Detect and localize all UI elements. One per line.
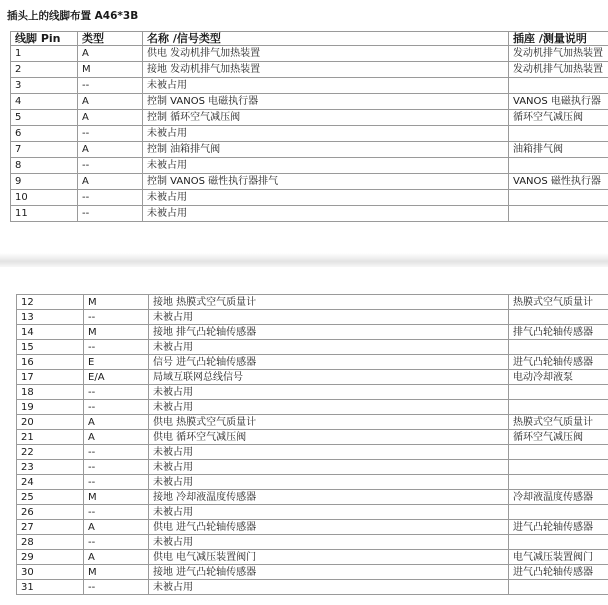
socket-cell bbox=[509, 445, 608, 460]
table-row bbox=[17, 565, 608, 580]
type-cell: -- bbox=[78, 206, 143, 222]
type-cell: M bbox=[84, 565, 149, 580]
table-row bbox=[17, 535, 608, 550]
table-row bbox=[11, 94, 608, 110]
socket-cell bbox=[509, 206, 608, 222]
name-cell: 未被占用 bbox=[143, 158, 509, 174]
socket-cell: 进气凸轮轴传感器 bbox=[509, 355, 608, 370]
type-cell: -- bbox=[84, 310, 149, 325]
pin-cell: 14 bbox=[17, 325, 84, 340]
pin-cell: 15 bbox=[17, 340, 84, 355]
table-row bbox=[17, 520, 608, 535]
type-cell: M bbox=[84, 490, 149, 505]
socket-cell bbox=[509, 310, 608, 325]
table-row bbox=[17, 340, 608, 355]
name-cell: 未被占用 bbox=[149, 580, 509, 595]
pin-cell: 12 bbox=[17, 295, 84, 310]
type-cell: M bbox=[84, 325, 149, 340]
table-row bbox=[17, 400, 608, 415]
type-cell: -- bbox=[84, 505, 149, 520]
table-row bbox=[17, 550, 608, 565]
pin-cell: 21 bbox=[17, 430, 84, 445]
pin-cell: 30 bbox=[17, 565, 84, 580]
table-row bbox=[17, 475, 608, 490]
pin-cell: 31 bbox=[17, 580, 84, 595]
name-cell: 接地 冷却液温度传感器 bbox=[149, 490, 509, 505]
name-cell: 未被占用 bbox=[149, 505, 509, 520]
table-row bbox=[11, 46, 608, 62]
table-row bbox=[11, 126, 608, 142]
table-row bbox=[11, 78, 608, 94]
type-cell: M bbox=[84, 295, 149, 310]
table-row bbox=[11, 190, 608, 206]
socket-cell: 进气凸轮轴传感器 bbox=[509, 565, 608, 580]
name-cell: 未被占用 bbox=[149, 535, 509, 550]
name-cell: 接地 进气凸轮轴传感器 bbox=[149, 565, 509, 580]
name-cell: 接地 发动机排气加热装置 bbox=[143, 62, 509, 78]
pin-cell: 8 bbox=[11, 158, 78, 174]
pin-cell: 1 bbox=[11, 46, 78, 62]
type-cell: A bbox=[78, 110, 143, 126]
pin-cell: 6 bbox=[11, 126, 78, 142]
name-cell: 接地 热膜式空气质量计 bbox=[149, 295, 509, 310]
viewport-bottom-edge bbox=[0, 599, 608, 605]
type-cell: -- bbox=[84, 400, 149, 415]
pin-cell: 23 bbox=[17, 460, 84, 475]
socket-cell: 排气凸轮轴传感器 bbox=[509, 325, 608, 340]
header-name: 名称 /信号类型 bbox=[143, 32, 509, 46]
pin-cell: 16 bbox=[17, 355, 84, 370]
name-cell: 未被占用 bbox=[149, 385, 509, 400]
table-row bbox=[17, 310, 608, 325]
name-cell: 控制 VANOS 磁性执行器排气 bbox=[143, 174, 509, 190]
type-cell: A bbox=[84, 520, 149, 535]
name-cell: 供电 进气凸轮轴传感器 bbox=[149, 520, 509, 535]
name-cell: 供电 循环空气减压阀 bbox=[149, 430, 509, 445]
table-row bbox=[11, 142, 608, 158]
pin-cell: 29 bbox=[17, 550, 84, 565]
name-cell: 未被占用 bbox=[143, 78, 509, 94]
socket-cell: VANOS 电磁执行器 bbox=[509, 94, 608, 110]
socket-cell bbox=[509, 340, 608, 355]
table-row bbox=[17, 460, 608, 475]
type-cell: E/A bbox=[84, 370, 149, 385]
socket-cell: 电动冷却液泵 bbox=[509, 370, 608, 385]
pin-cell: 18 bbox=[17, 385, 84, 400]
type-cell: A bbox=[78, 142, 143, 158]
socket-cell bbox=[509, 580, 608, 595]
table-row bbox=[11, 174, 608, 190]
table-row bbox=[17, 355, 608, 370]
table-row bbox=[11, 62, 608, 78]
pin-table-page-1 bbox=[10, 31, 608, 222]
table-body-page-2 bbox=[17, 295, 608, 595]
table-row bbox=[17, 325, 608, 340]
socket-cell bbox=[509, 400, 608, 415]
pin-cell: 9 bbox=[11, 174, 78, 190]
pin-cell: 24 bbox=[17, 475, 84, 490]
pin-cell: 22 bbox=[17, 445, 84, 460]
name-cell: 未被占用 bbox=[143, 206, 509, 222]
name-cell: 控制 循环空气减压阀 bbox=[143, 110, 509, 126]
table-row bbox=[11, 110, 608, 126]
pin-cell: 13 bbox=[17, 310, 84, 325]
type-cell: E bbox=[84, 355, 149, 370]
table-row bbox=[17, 385, 608, 400]
table-row bbox=[17, 295, 608, 310]
pin-cell: 17 bbox=[17, 370, 84, 385]
name-cell: 未被占用 bbox=[149, 310, 509, 325]
type-cell: A bbox=[78, 46, 143, 62]
pin-cell: 11 bbox=[11, 206, 78, 222]
type-cell: -- bbox=[84, 445, 149, 460]
type-cell: -- bbox=[84, 475, 149, 490]
table-row bbox=[11, 158, 608, 174]
document-title: 插头上的线脚布置 A46*3B bbox=[7, 10, 139, 22]
type-cell: A bbox=[78, 174, 143, 190]
pin-cell: 20 bbox=[17, 415, 84, 430]
pin-cell: 25 bbox=[17, 490, 84, 505]
socket-cell bbox=[509, 78, 608, 94]
table-row bbox=[17, 370, 608, 385]
type-cell: A bbox=[84, 415, 149, 430]
table-row bbox=[17, 430, 608, 445]
socket-cell: VANOS 磁性执行器 bbox=[509, 174, 608, 190]
name-cell: 供电 发动机排气加热装置 bbox=[143, 46, 509, 62]
header-pin: 线脚 Pin bbox=[11, 32, 78, 46]
type-cell: -- bbox=[84, 460, 149, 475]
type-cell: A bbox=[78, 94, 143, 110]
name-cell: 未被占用 bbox=[143, 126, 509, 142]
name-cell: 控制 VANOS 电磁执行器 bbox=[143, 94, 509, 110]
pin-cell: 5 bbox=[11, 110, 78, 126]
name-cell: 接地 排气凸轮轴传感器 bbox=[149, 325, 509, 340]
name-cell: 供电 热膜式空气质量计 bbox=[149, 415, 509, 430]
type-cell: -- bbox=[78, 190, 143, 206]
table-row bbox=[17, 415, 608, 430]
type-cell: A bbox=[84, 550, 149, 565]
pin-cell: 4 bbox=[11, 94, 78, 110]
socket-cell bbox=[509, 190, 608, 206]
name-cell: 未被占用 bbox=[149, 445, 509, 460]
table-row bbox=[17, 505, 608, 520]
type-cell: -- bbox=[78, 78, 143, 94]
type-cell: -- bbox=[78, 158, 143, 174]
name-cell: 控制 油箱排气阀 bbox=[143, 142, 509, 158]
table-row bbox=[17, 445, 608, 460]
header-socket: 插座 /测量说明 bbox=[509, 32, 608, 46]
name-cell: 未被占用 bbox=[149, 475, 509, 490]
pin-cell: 27 bbox=[17, 520, 84, 535]
socket-cell bbox=[509, 505, 608, 520]
type-cell: -- bbox=[78, 126, 143, 142]
table-header-row bbox=[11, 32, 608, 46]
table-body-page-1 bbox=[11, 46, 608, 222]
socket-cell: 循环空气减压阀 bbox=[509, 430, 608, 445]
type-cell: -- bbox=[84, 385, 149, 400]
name-cell: 信号 进气凸轮轴传感器 bbox=[149, 355, 509, 370]
pin-cell: 7 bbox=[11, 142, 78, 158]
socket-cell bbox=[509, 475, 608, 490]
socket-cell: 发动机排气加热装置 bbox=[509, 46, 608, 62]
socket-cell bbox=[509, 126, 608, 142]
socket-cell: 电气减压装置阀门 bbox=[509, 550, 608, 565]
socket-cell bbox=[509, 460, 608, 475]
type-cell: -- bbox=[84, 535, 149, 550]
name-cell: 未被占用 bbox=[149, 400, 509, 415]
pin-cell: 19 bbox=[17, 400, 84, 415]
table-row bbox=[11, 206, 608, 222]
name-cell: 未被占用 bbox=[143, 190, 509, 206]
type-cell: M bbox=[78, 62, 143, 78]
pin-cell: 3 bbox=[11, 78, 78, 94]
socket-cell: 循环空气减压阀 bbox=[509, 110, 608, 126]
socket-cell: 油箱排气阀 bbox=[509, 142, 608, 158]
socket-cell bbox=[509, 535, 608, 550]
page-break-divider bbox=[0, 253, 608, 267]
name-cell: 局域互联网总线信号 bbox=[149, 370, 509, 385]
header-type: 类型 bbox=[78, 32, 143, 46]
type-cell: -- bbox=[84, 340, 149, 355]
name-cell: 供电 电气减压装置阀门 bbox=[149, 550, 509, 565]
socket-cell bbox=[509, 385, 608, 400]
pin-cell: 26 bbox=[17, 505, 84, 520]
type-cell: -- bbox=[84, 580, 149, 595]
name-cell: 未被占用 bbox=[149, 460, 509, 475]
name-cell: 未被占用 bbox=[149, 340, 509, 355]
socket-cell bbox=[509, 158, 608, 174]
pin-cell: 2 bbox=[11, 62, 78, 78]
type-cell: A bbox=[84, 430, 149, 445]
table-row bbox=[17, 580, 608, 595]
socket-cell: 冷却液温度传感器 bbox=[509, 490, 608, 505]
socket-cell: 进气凸轮轴传感器 bbox=[509, 520, 608, 535]
socket-cell: 发动机排气加热装置 bbox=[509, 62, 608, 78]
pin-cell: 28 bbox=[17, 535, 84, 550]
socket-cell: 热膜式空气质量计 bbox=[509, 415, 608, 430]
pin-cell: 10 bbox=[11, 190, 78, 206]
pin-table-page-2 bbox=[16, 294, 608, 595]
socket-cell: 热膜式空气质量计 bbox=[509, 295, 608, 310]
table-row bbox=[17, 490, 608, 505]
